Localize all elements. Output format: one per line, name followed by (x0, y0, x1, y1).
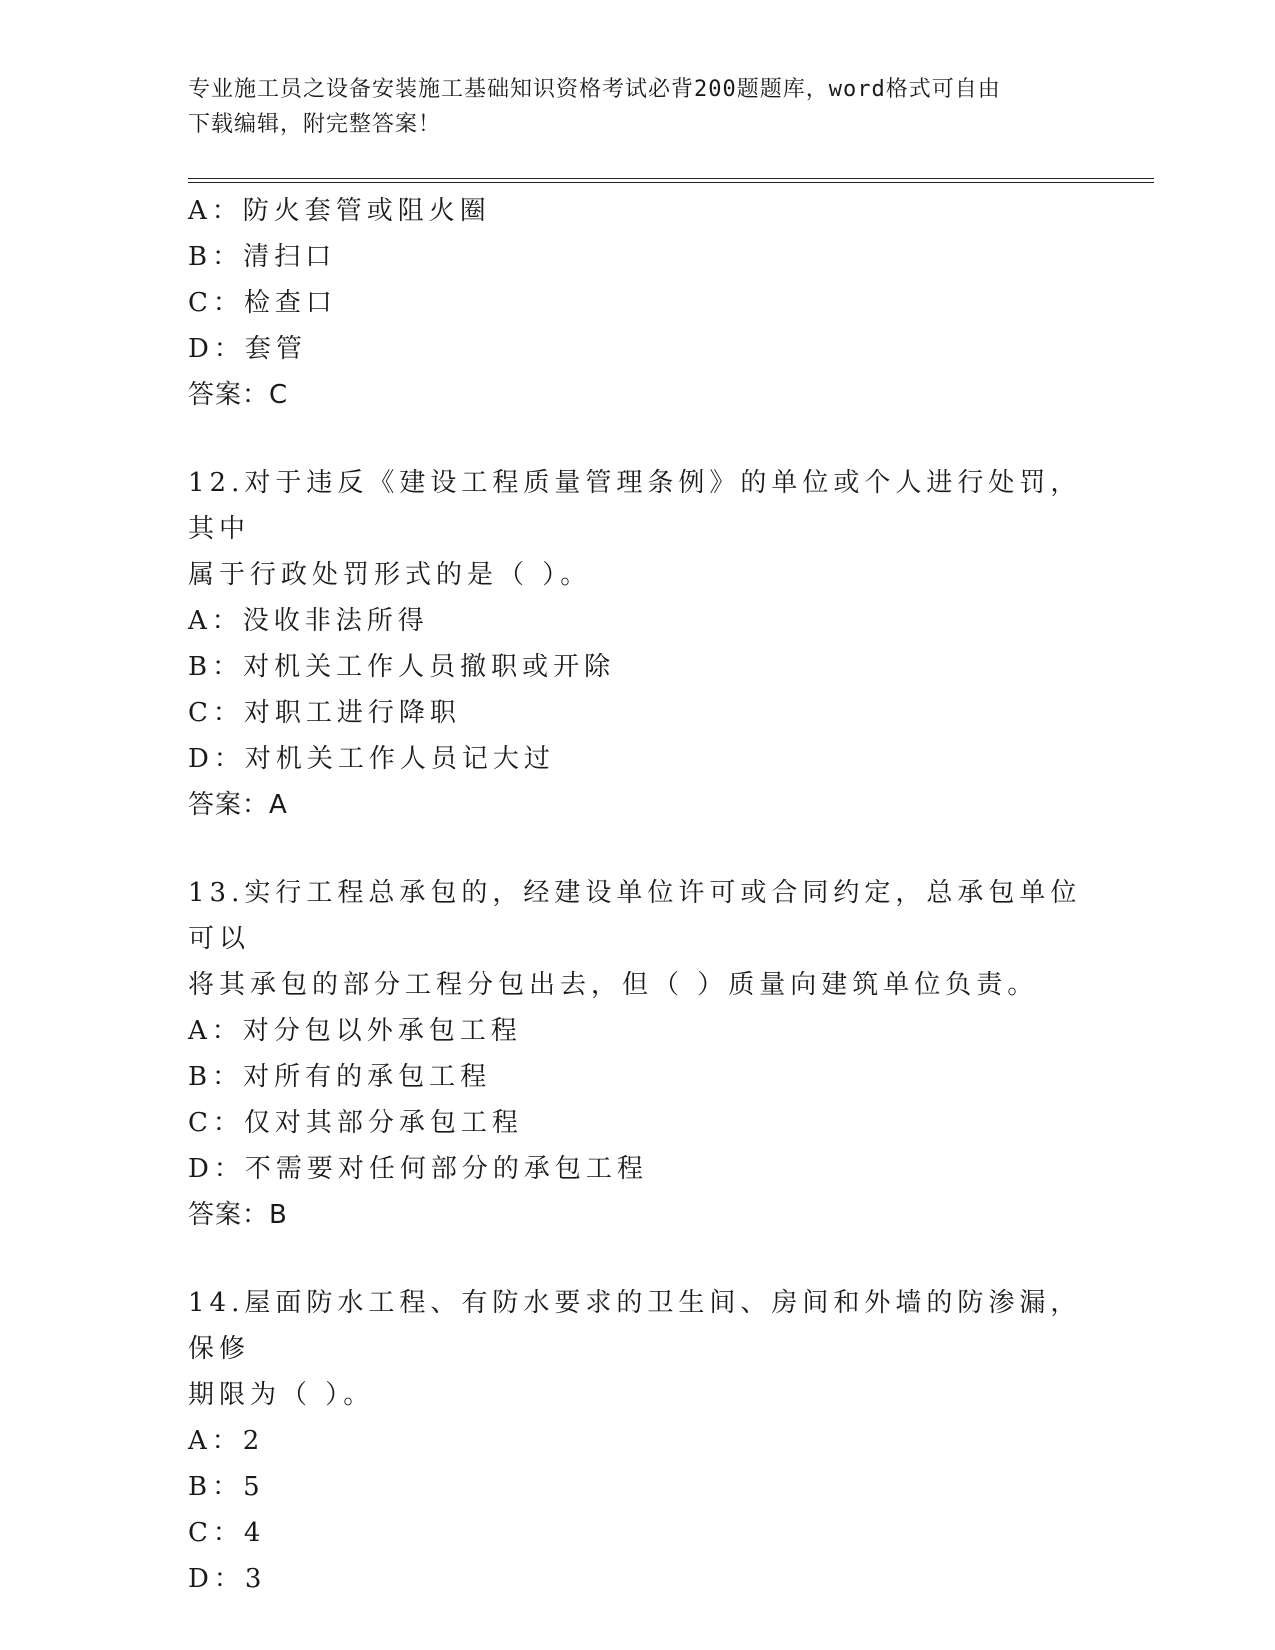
answer-line: 答案：C (188, 380, 289, 410)
option-d: D：3 (188, 1564, 267, 1594)
option-a: A：2 (188, 1426, 265, 1456)
option-b: B：5 (188, 1472, 265, 1502)
answer-line: 答案：B (188, 1200, 288, 1230)
question-14 (188, 1280, 1088, 1602)
option-d: D：套管 (188, 334, 307, 364)
option-d: D：不需要对任何部分的承包工程 (188, 1154, 648, 1184)
option-b: B：对所有的承包工程 (188, 1062, 492, 1092)
header-title-line-1: 专业施工员之设备安装施工基础知识资格考试必背200题题库，word格式可自由 (188, 77, 1001, 102)
option-d: D：对机关工作人员记大过 (188, 744, 555, 774)
option-b: B：清扫口 (188, 242, 337, 272)
header-title-line-2: 下载编辑，附完整答案！ (188, 112, 442, 137)
question-stem-line-2: 将其承包的部分工程分包出去，但（ ）质量向建筑单位负责。 (188, 970, 1039, 1000)
question-11 (188, 188, 1088, 418)
option-c: C：检查口 (188, 288, 337, 318)
question-stem-line-1: 13.实行工程总承包的，经建设单位许可或合同约定，总承包单位可以 (188, 878, 1082, 954)
document-header (188, 72, 1088, 142)
question-stem-line-2: 属于行政处罚形式的是（ ）。 (188, 560, 592, 590)
header-divider (188, 178, 1154, 183)
question-stem-line-1: 12.对于违反《建设工程质量管理条例》的单位或个人进行处罚，其中 (188, 468, 1082, 544)
question-list (188, 188, 1088, 1602)
option-c: C：仅对其部分承包工程 (188, 1108, 523, 1138)
option-b: B：对机关工作人员撤职或开除 (188, 652, 616, 682)
question-stem-line-1: 14.屋面防水工程、有防水要求的卫生间、房间和外墙的防渗漏，保修 (188, 1288, 1082, 1364)
question-12 (188, 460, 1088, 828)
option-a: A：没收非法所得 (188, 606, 429, 636)
option-a: A：对分包以外承包工程 (188, 1016, 522, 1046)
option-c: C：对职工进行降职 (188, 698, 461, 728)
answer-line: 答案：A (188, 790, 288, 820)
question-13 (188, 870, 1088, 1238)
question-stem-line-2: 期限为（ ）。 (188, 1380, 375, 1410)
option-c: C：4 (188, 1518, 266, 1548)
option-a: A：防火套管或阻火圈 (188, 196, 491, 226)
